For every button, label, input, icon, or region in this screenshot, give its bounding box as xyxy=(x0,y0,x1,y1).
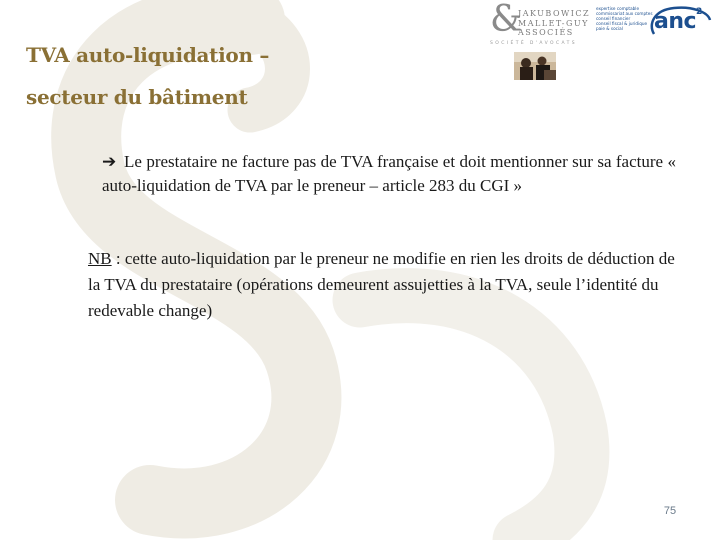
anc-logo xyxy=(646,4,716,40)
firm-name-line-3: ASSOCIÉS xyxy=(518,28,574,37)
slide-title xyxy=(26,34,346,118)
anc-logo-superscript: 2 xyxy=(696,7,703,17)
anc-service: commissariat aux comptes xyxy=(596,11,653,16)
anc-service: expertise comptable xyxy=(596,6,640,11)
team-photo xyxy=(514,52,556,80)
anc-logo-text: anc xyxy=(654,9,697,34)
firm-name-line-1: JAKUBOWICZ xyxy=(518,9,591,18)
anc-service: conseil financier xyxy=(596,16,631,21)
note-label: NB xyxy=(88,249,112,268)
arrow-right-icon: ➔ xyxy=(102,152,117,171)
firm-logo xyxy=(488,0,593,46)
note-paragraph xyxy=(88,246,678,324)
page-number: 75 xyxy=(663,505,677,517)
firm-name-line-2: MALLET-GUY xyxy=(518,19,589,28)
anc-service: paie & social xyxy=(596,26,623,31)
firm-ampersand: & xyxy=(490,0,523,40)
anc-services-list xyxy=(596,6,653,31)
firm-tagline: SOCIÉTÉ D'AVOCATS xyxy=(490,41,578,46)
bullet-paragraph xyxy=(102,150,676,198)
title-line-2: secteur du bâtiment xyxy=(26,85,248,109)
anc-service: conseil fiscal & juridique xyxy=(596,21,648,26)
title-line-1: TVA auto-liquidation – xyxy=(26,43,270,67)
bullet-text: Le prestataire ne facture pas de TVA française et doit mentionner sur sa facture « auto-liquidation de TVA par le preneur – article 283 du CGI » xyxy=(102,152,676,195)
note-text: : cette auto-liquidation par le preneur ne modifie en rien les droits de déduction de la TVA du prestataire (opérations demeurent assujetties à la TVA, seule l’identité du redevable change) xyxy=(88,249,675,320)
